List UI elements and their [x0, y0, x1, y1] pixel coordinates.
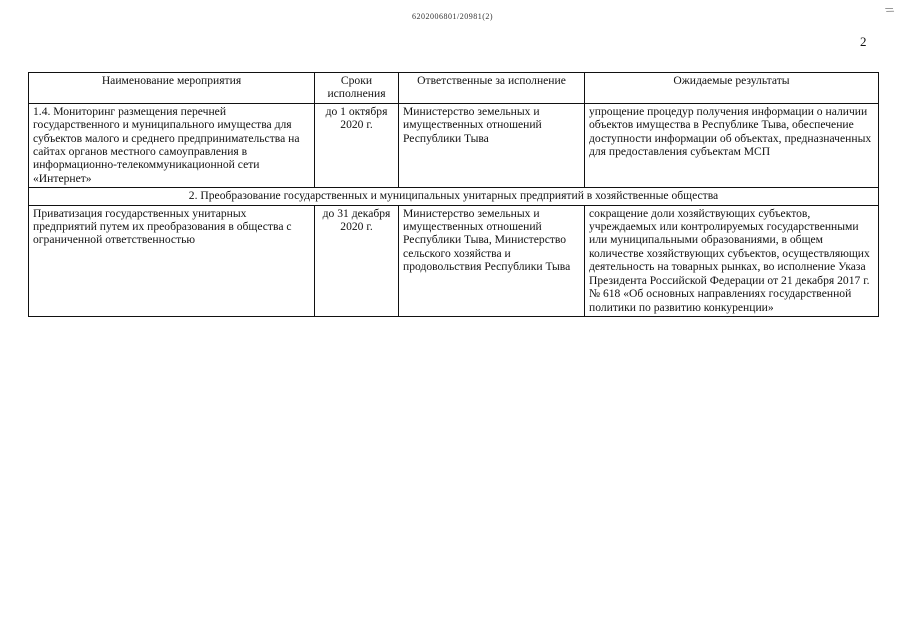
table-row [29, 103, 879, 187]
row2-results: сокращение доли хозяйствующих субъектов, учреждаемых или контролируемых государственными или муниципальными образованиями, в общем количестве хозяйствующих субъектов, осуществляющих деятельность на товарных рынках, во исполнение Указа Президента Российской Федерации от 21 декабря 2017 г. № 618 «Об основных направлениях государственной политики по развитию конкуренции» [585, 205, 879, 316]
header-responsible: Ответственные за исполнение [399, 73, 585, 104]
page-number: 2 [860, 34, 867, 49]
header-deadline: Сроки исполнения [315, 73, 399, 104]
table-header-row [29, 73, 879, 104]
document-stamp: 6202006801/20981(2) [411, 12, 494, 21]
row2-name: Приватизация государственных унитарных предприятий путем их преобразования в общества с ограниченной ответственностью [29, 205, 315, 316]
handwritten-mark: // [882, 5, 896, 15]
row2-responsible: Министерство земельных и имущественных отношений Республики Тыва, Министерство сельского хозяйства и продовольствия Республики Тыва [399, 205, 585, 316]
measures-table [28, 72, 879, 317]
row2-deadline: до 31 декабря 2020 г. [315, 205, 399, 316]
row1-results: упрощение процедур получения информации о наличии объектов имущества в Республике Тыва, обеспечение доступности информации об объектах, предназначенных для предоставления субъектам МСП [585, 103, 879, 187]
row1-responsible: Министерство земельных и имущественных отношений Республики Тыва [399, 103, 585, 187]
section-row [29, 188, 879, 205]
header-results: Ожидаемые результаты [585, 73, 879, 104]
row1-deadline: до 1 октября 2020 г. [315, 103, 399, 187]
row1-name: 1.4. Мониторинг размещения перечней государственного и муниципального имущества для субъектов малого и среднего предпринимательства на сайтах органов местного самоуправления в информационно-телекоммуникационной сети «Интернет» [29, 103, 315, 187]
table-row [29, 205, 879, 316]
header-name: Наименование мероприятия [29, 73, 315, 104]
section2-title: 2. Преобразование государственных и муниципальных унитарных предприятий в хозяйственные общества [29, 188, 879, 205]
